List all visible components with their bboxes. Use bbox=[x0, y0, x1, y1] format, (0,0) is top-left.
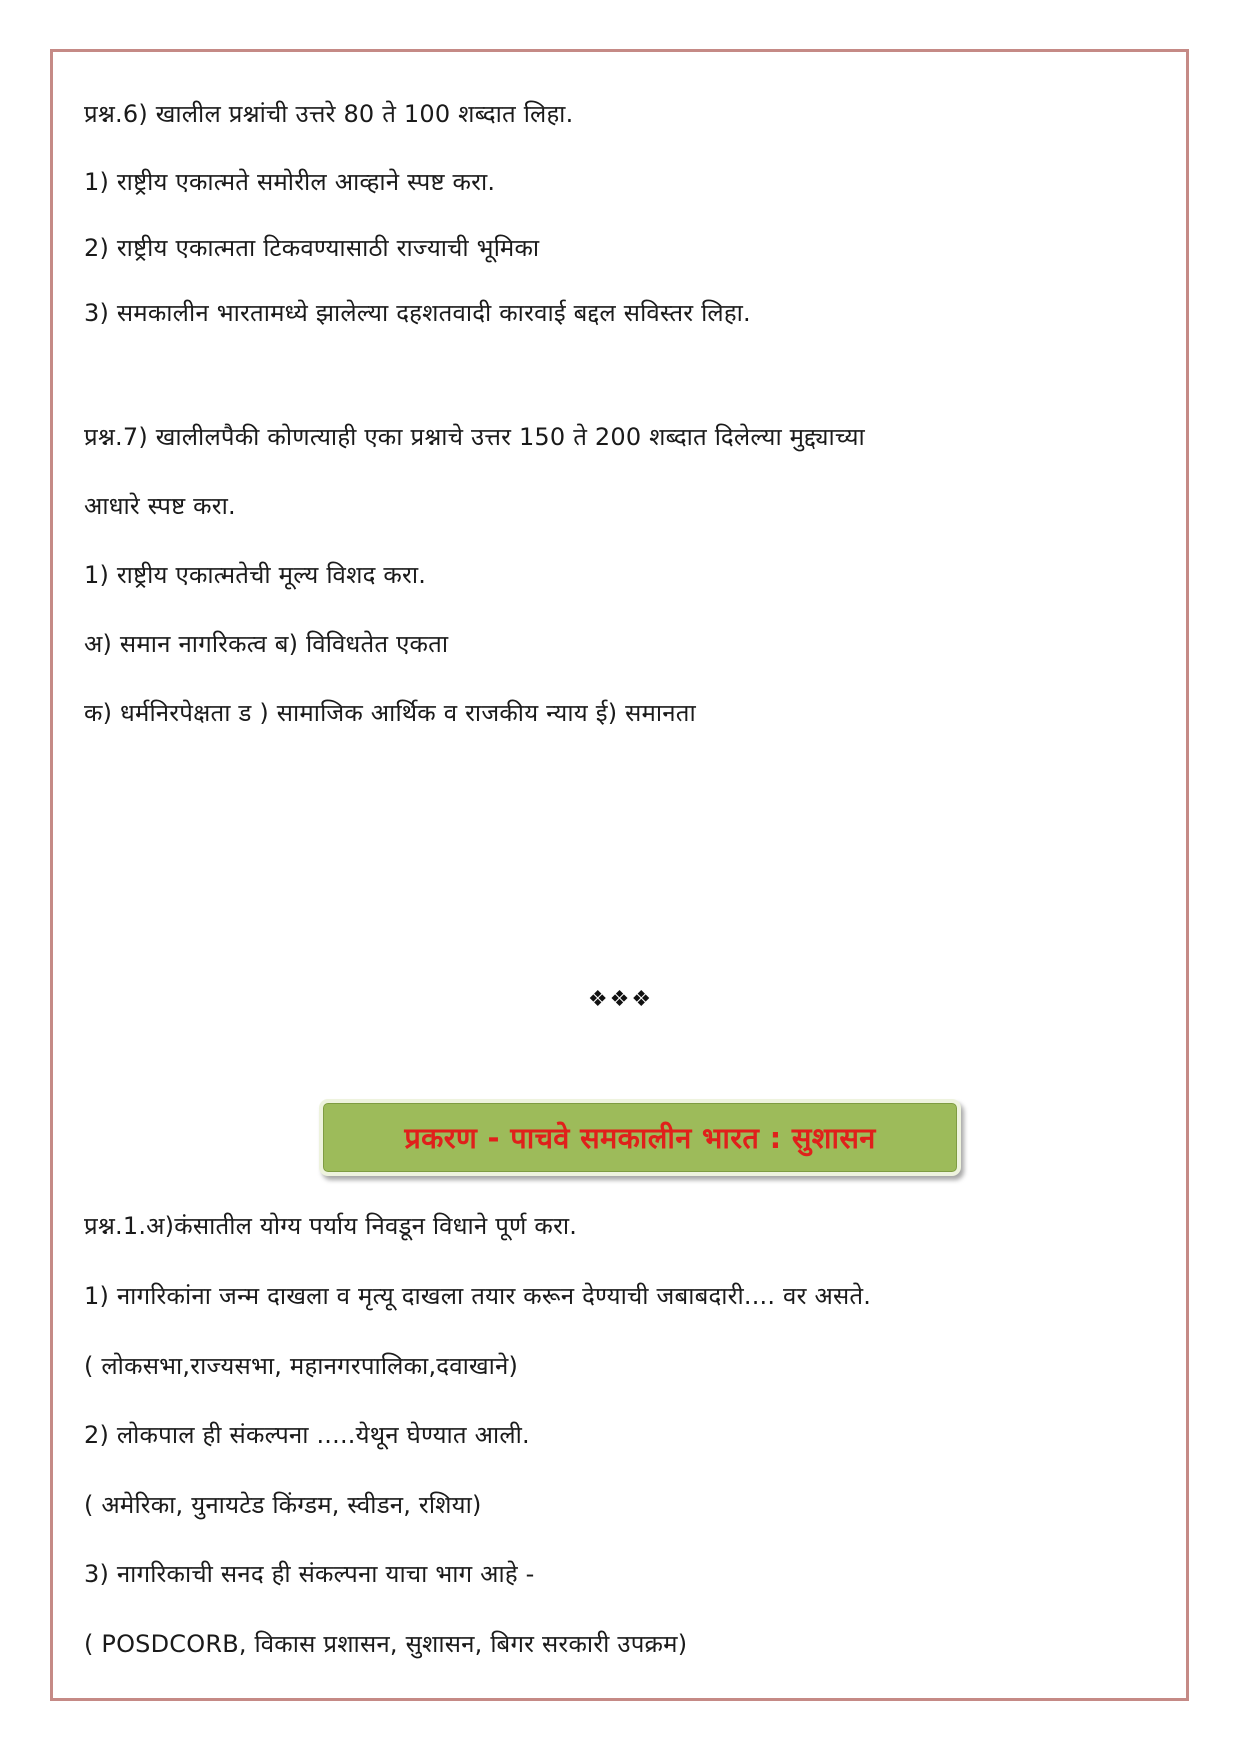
q1-item-1-options: ( लोकसभा,राज्यसभा, महानगरपालिका,दवाखाने) bbox=[84, 1352, 519, 1380]
q1-item-2-options: ( अमेरिका, युनायटेड किंग्डम, स्वीडन, रशिया) bbox=[84, 1491, 482, 1519]
q6-item-3: 3) समकालीन भारतामध्ये झालेल्या दहशतवादी कारवाई बद्दल सविस्तर लिहा. bbox=[84, 299, 751, 327]
q1-item-1: 1) नागरिकांना जन्म दाखला व मृत्यू दाखला तयार करून देण्याची जबाबदारी.... वर असते. bbox=[84, 1282, 872, 1310]
chapter-banner bbox=[319, 1099, 961, 1176]
q7-item-2: अ) समान नागरिकत्व ब) विविधतेत एकता bbox=[84, 630, 449, 658]
q7-item-3: क) धर्मनिरपेक्षता ड ) सामाजिक आर्थिक व राजकीय न्याय ई) समानता bbox=[84, 699, 696, 727]
q1-item-3: 3) नागरिकाची सनद ही संकल्पना याचा भाग आहे - bbox=[84, 1560, 535, 1588]
q1-item-3-options: ( POSDCORB, विकास प्रशासन, सुशासन, बिगर सरकारी उपक्रम) bbox=[84, 1630, 688, 1658]
q1-heading: प्रश्न.1.अ)कंसातील योग्य पर्याय निवडून विधाने पूर्ण करा. bbox=[84, 1212, 578, 1240]
q6-item-2: 2) राष्ट्रीय एकात्मता टिकवण्यासाठी राज्याची भूमिका bbox=[84, 234, 540, 262]
q6-item-1: 1) राष्ट्रीय एकात्मते समोरील आव्हाने स्पष्ट करा. bbox=[84, 168, 496, 196]
divider-ornament: ❖❖❖ bbox=[587, 987, 654, 1012]
chapter-title: प्रकरण - पाचवे समकालीन भारत : सुशासन bbox=[404, 1121, 876, 1155]
q7-heading-line2: आधारे स्पष्ट करा. bbox=[84, 492, 236, 520]
q6-heading: प्रश्न.6) खालील प्रश्नांची उत्तरे 80 ते 100 शब्दात लिहा. bbox=[84, 100, 574, 128]
q7-item-1: 1) राष्ट्रीय एकात्मतेची मूल्य विशद करा. bbox=[84, 561, 427, 589]
q1-item-2: 2) लोकपाल ही संकल्पना .....येथून घेण्यात आली. bbox=[84, 1421, 530, 1449]
q7-heading-line1: प्रश्न.7) खालीलपैकी कोणत्याही एका प्रश्नाचे उत्तर 150 ते 200 शब्दात दिलेल्या मुद्द्याच्या bbox=[84, 423, 865, 451]
